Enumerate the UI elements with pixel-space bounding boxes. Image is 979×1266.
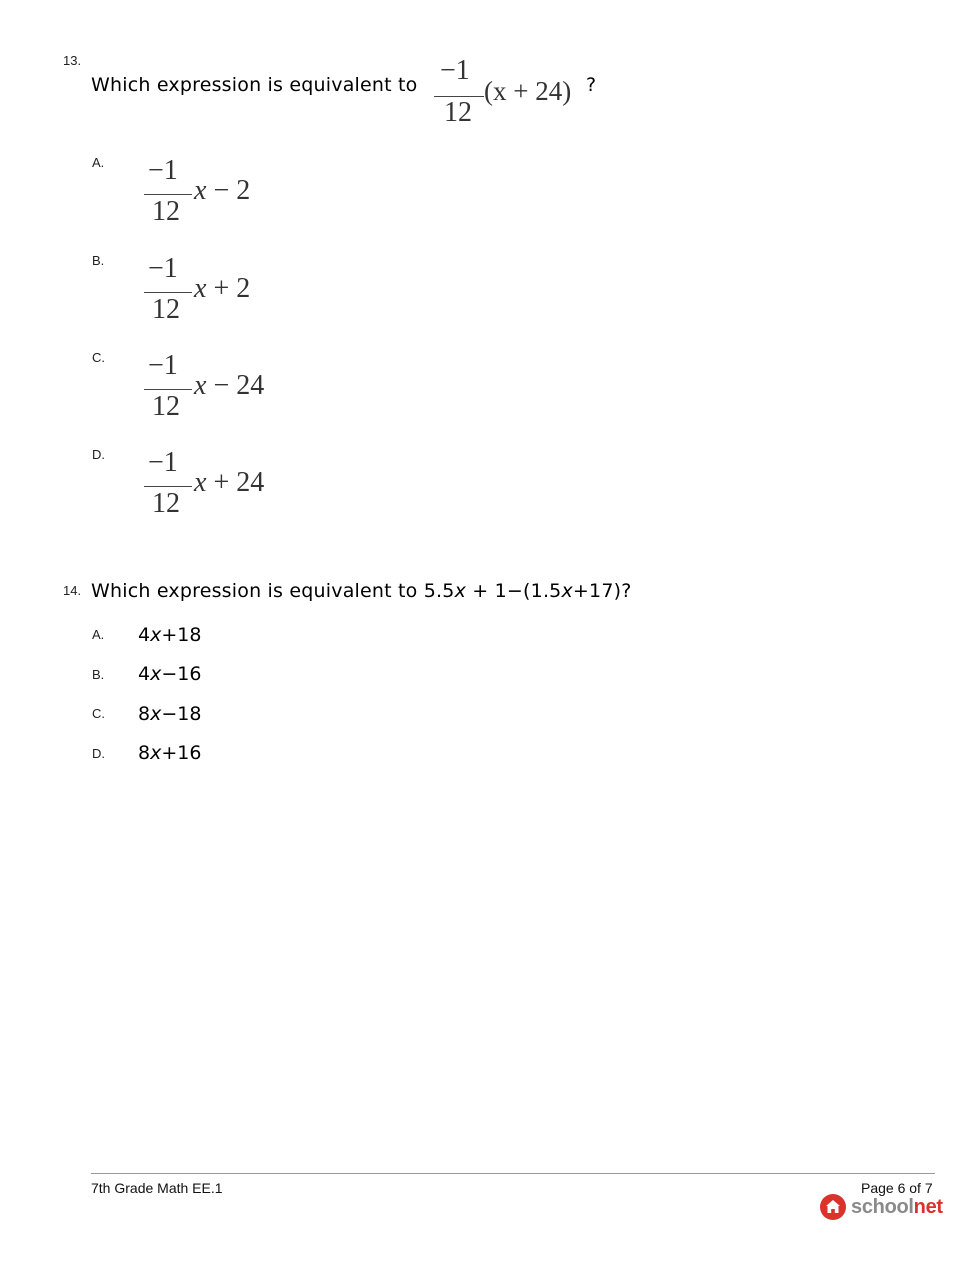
expression-numerator: −1 xyxy=(440,55,470,86)
question-prompt xyxy=(91,580,632,602)
question-expression xyxy=(434,55,597,129)
variable-x: x xyxy=(150,663,162,685)
variable-x: x xyxy=(194,370,207,401)
option-numerator: −1 xyxy=(148,253,178,284)
expression-tail: (x + 24) xyxy=(484,76,572,106)
option-d-answer[interactable] xyxy=(138,742,201,764)
option-denominator: 12 xyxy=(152,488,180,519)
option-letter-c: C. xyxy=(92,350,105,365)
footer-title: 7th Grade Math EE.1 xyxy=(91,1180,223,1196)
option-tail xyxy=(194,372,264,400)
question-mark: ? xyxy=(586,74,597,96)
logo-word-net: net xyxy=(913,1196,943,1218)
house-icon xyxy=(820,1194,846,1220)
option-tail xyxy=(194,177,250,205)
coefficient: 4 xyxy=(138,663,151,685)
option-rest: − 2 xyxy=(206,175,251,206)
question-prompt: Which expression is equivalent to xyxy=(91,74,418,96)
prompt-part-2: + 1−(1.5 xyxy=(466,580,562,602)
option-numerator: −1 xyxy=(148,447,178,478)
page-indicator: Page 6 of 7 xyxy=(861,1180,933,1196)
variable-x: x xyxy=(150,703,162,725)
question-number: 14. xyxy=(63,583,82,598)
option-rest: + 24 xyxy=(206,467,265,498)
coefficient: 8 xyxy=(138,703,151,725)
option-rest: +16 xyxy=(161,742,202,764)
option-numerator: −1 xyxy=(148,350,178,381)
option-c-answer[interactable] xyxy=(138,703,201,725)
prompt-part-3: +17)? xyxy=(572,580,632,602)
footer-divider xyxy=(91,1173,935,1174)
variable-x: x xyxy=(150,624,162,646)
option-rest: +18 xyxy=(161,624,202,646)
option-rest: + 2 xyxy=(206,273,251,304)
prompt-part-1: Which expression is equivalent to 5.5 xyxy=(91,580,455,602)
option-tail xyxy=(194,469,264,497)
variable-x: x xyxy=(150,742,162,764)
coefficient: 8 xyxy=(138,742,151,764)
option-letter-a: A. xyxy=(92,627,105,642)
option-letter-b: B. xyxy=(92,667,105,682)
option-rest: −16 xyxy=(161,663,202,685)
variable-x: x xyxy=(194,467,207,498)
option-c-expression[interactable] xyxy=(144,352,294,424)
option-rest: −18 xyxy=(161,703,202,725)
option-d-expression[interactable] xyxy=(144,449,294,521)
option-denominator: 12 xyxy=(152,294,180,325)
option-b-answer[interactable] xyxy=(138,663,201,685)
coefficient: 4 xyxy=(138,624,151,646)
option-letter-d: D. xyxy=(92,447,105,462)
expression-denominator: 12 xyxy=(444,97,472,128)
option-letter-d: D. xyxy=(92,746,105,761)
variable-x: x xyxy=(561,580,573,602)
option-tail xyxy=(194,275,250,303)
option-letter-b: B. xyxy=(92,253,105,268)
option-rest: − 24 xyxy=(206,370,265,401)
variable-x: x xyxy=(194,273,207,304)
option-denominator: 12 xyxy=(152,391,180,422)
variable-x: x xyxy=(194,175,207,206)
variable-x: x xyxy=(454,580,467,602)
option-letter-c: C. xyxy=(92,706,105,721)
schoolnet-logo xyxy=(820,1194,943,1222)
logo-wordmark xyxy=(851,1194,943,1220)
option-a-expression[interactable] xyxy=(144,157,294,229)
option-b-expression[interactable] xyxy=(144,255,294,327)
option-denominator: 12 xyxy=(152,196,180,227)
option-letter-a: A. xyxy=(92,155,105,170)
option-numerator: −1 xyxy=(148,155,178,186)
option-a-answer[interactable] xyxy=(138,624,201,646)
question-number: 13. xyxy=(63,53,82,68)
logo-word-school: school xyxy=(851,1196,914,1218)
